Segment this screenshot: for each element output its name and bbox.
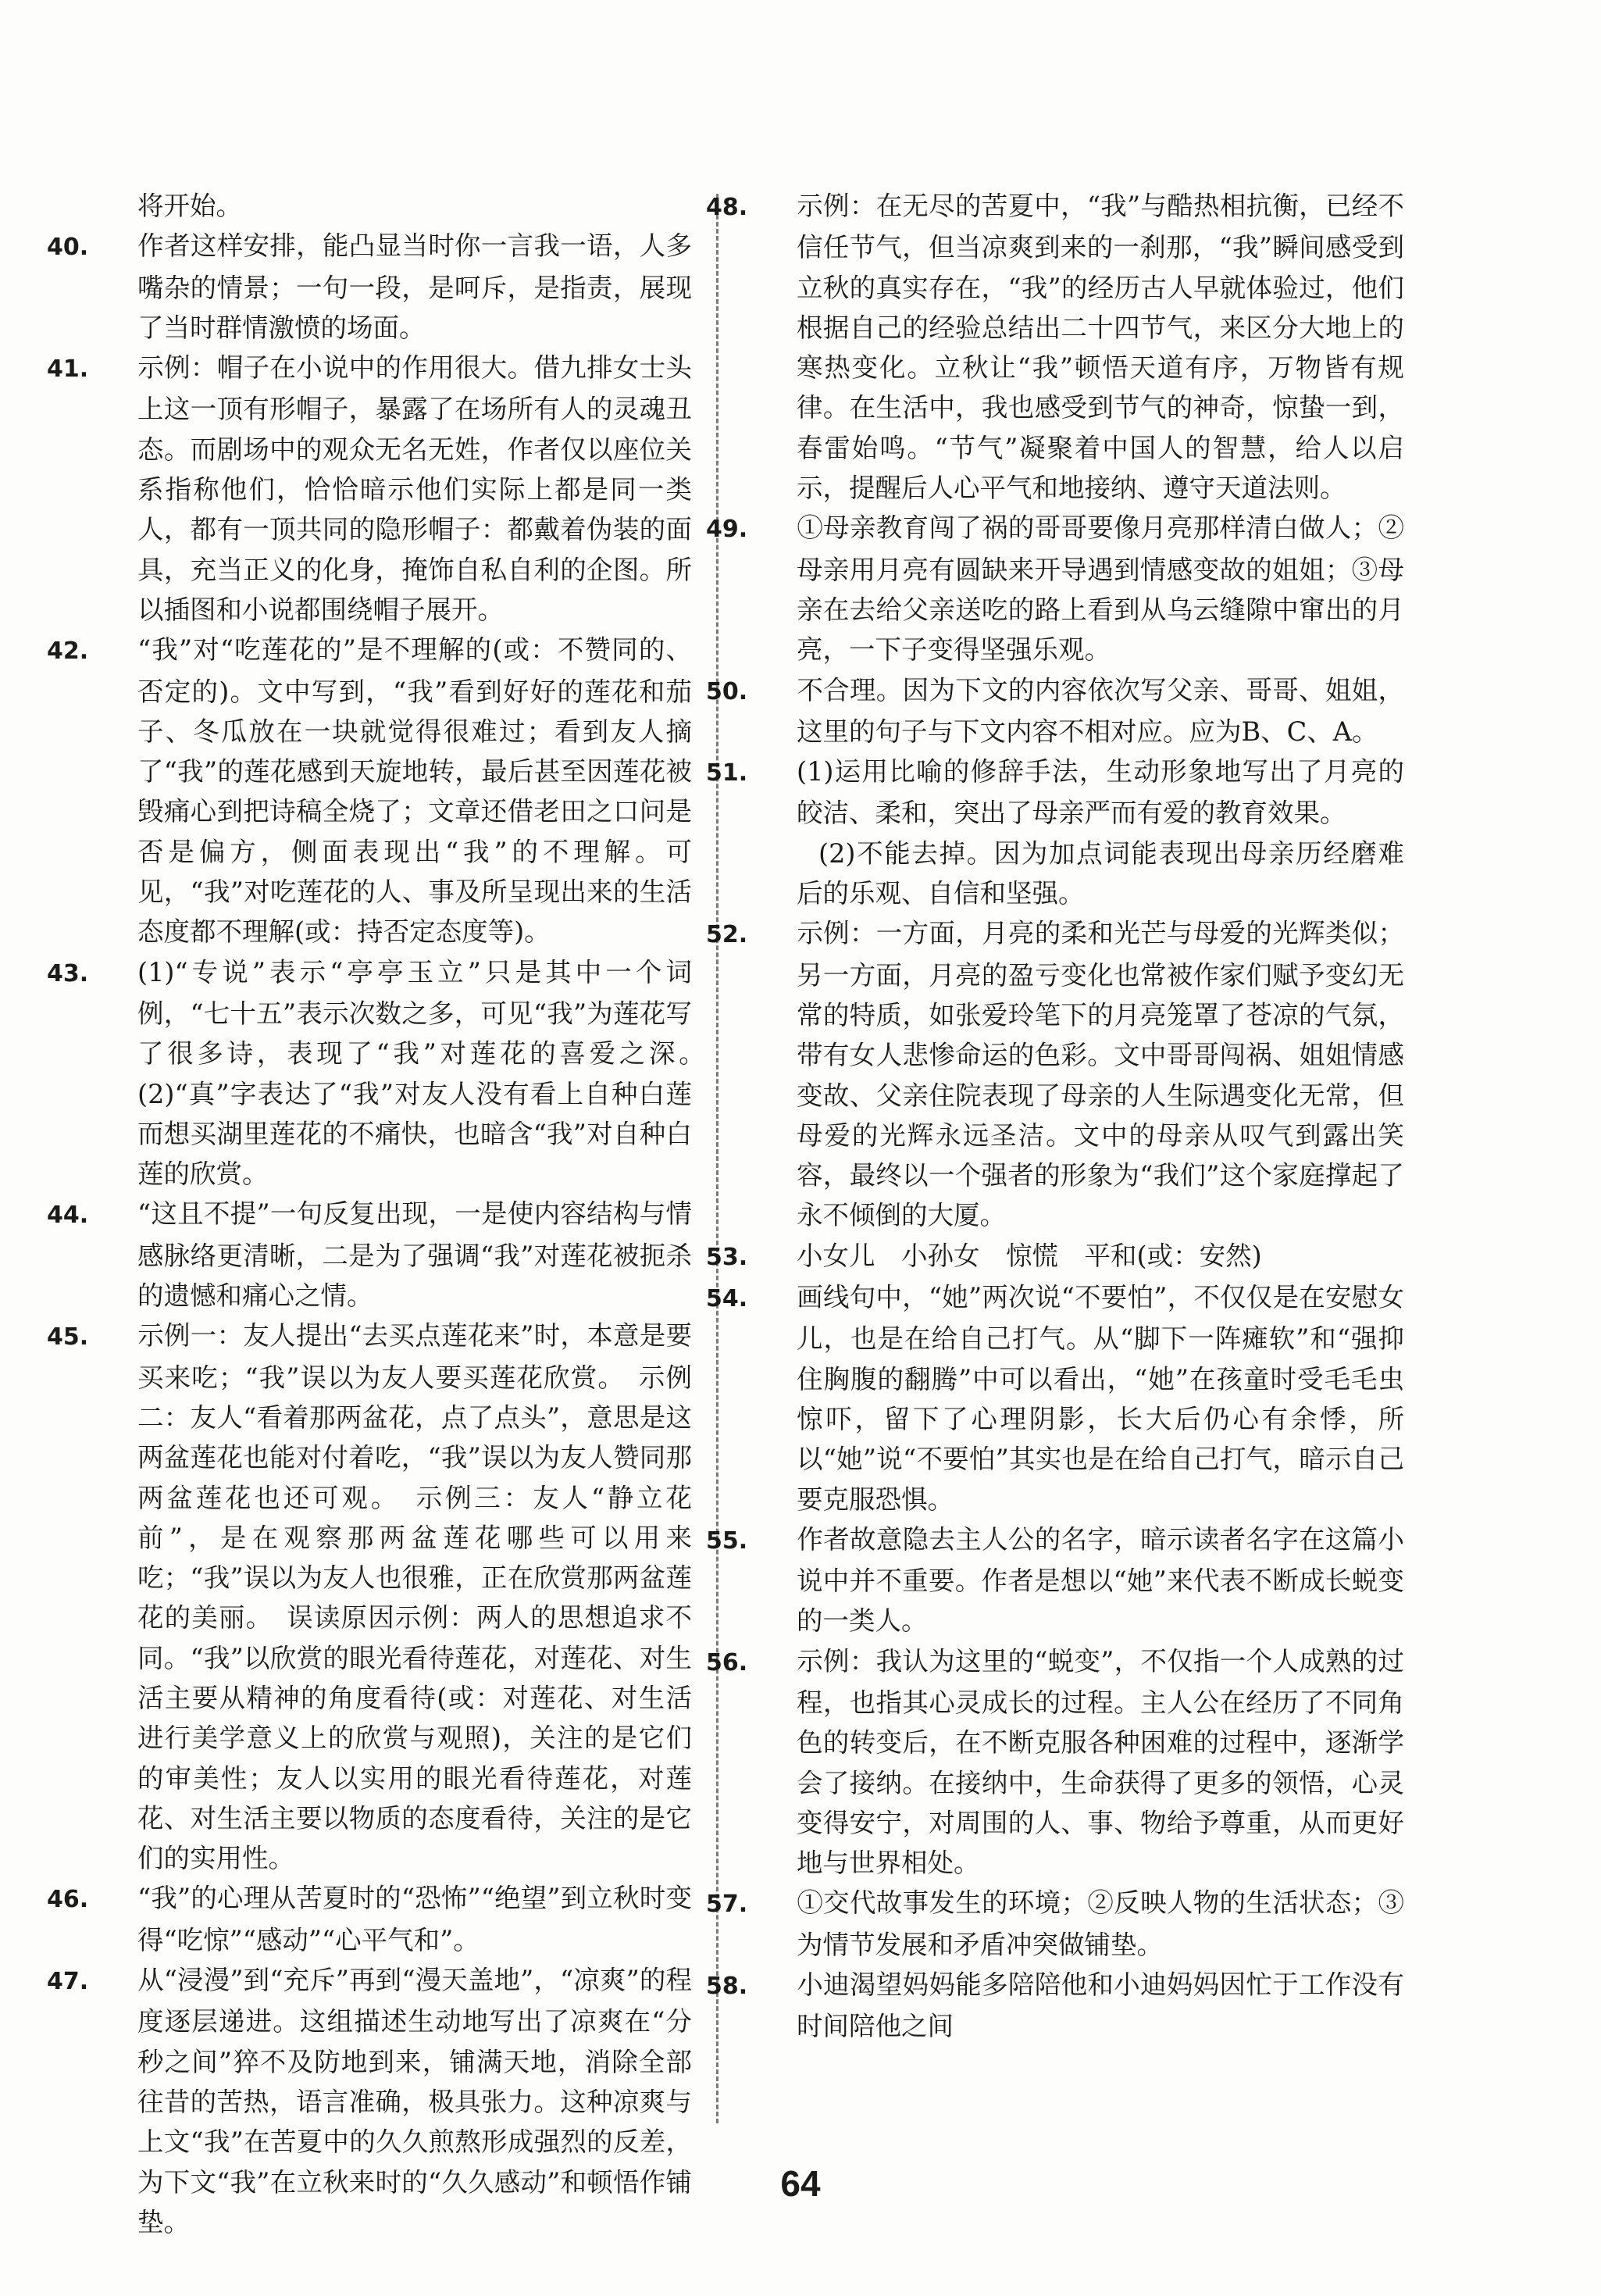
answer-item: 41. 示例：帽子在小说中的作用很大。借九排女士头上这一顶有形帽子，暴露了在场所有人的灵魂丑态。而剧场中的观众无名无姓，作者仅以座位关系指称他们，恰恰暗示他们实际上都是同一类人，都有一顶共同的隐形帽子：都戴着伪装的面具，充当正义的化身，掩饰自私自利的企图。所以插图和小说都围绕帽子展开。 — [92, 348, 692, 630]
answer-item: 55. 作者故意隐去主人公的名字，暗示读者名字在这篇小说中并不重要。作者是想以“她”来代表不断成长蜕变的一类人。 — [751, 1519, 1404, 1641]
question-number: 44. — [47, 1202, 89, 1230]
answer-item: 49. ①母亲教育闯了祸的哥哥要像月亮那样清白做人；②母亲用月亮有圆缺来开导遇到情感变故的姐姐；③母亲在去给父亲送吃的路上看到从乌云缝隙中窜出的月亮，一下子变得坚强乐观。 — [751, 508, 1404, 670]
answer-item: 40. 作者这样安排，能凸显当时你一言我一语，人多嘴杂的情景；一句一段，是呵斥，是指责，展现了当时群情激愤的场面。 — [92, 226, 692, 348]
question-number: 55. — [706, 1527, 748, 1555]
answer-item: 56. 示例：我认为这里的“蜕变”，不仅指一个人成熟的过程，也指其心灵成长的过程。主人公在经历了不同角色的转变后，在不断克服各种困难的过程中，逐渐学会了接纳。在接纳中，生命获得了更多的领悟，心灵变得安宁，对周围的人、事、物给予尊重，从而更好地与世界相处。 — [751, 1641, 1404, 1884]
question-number: 56. — [706, 1648, 748, 1676]
question-number: 41. — [47, 355, 89, 384]
answer-item: 52. 示例：一方面，月亮的柔和光芒与母爱的光辉类似；另一方面，月亮的盈亏变化也常被作家们赋予变幻无常的特质，如张爱玲笔下的月亮笼罩了苍凉的气氛，带有女人悲惨命运的色彩。文中哥哥闯祸、姐姐情感变故、父亲住院表现了母亲的人生际遇变化无常，但母爱的光辉永远圣洁。文中的母亲从叹气到露出笑容，最终以一个强者的形象为“我们”这个家庭撑起了永不倾倒的大厦。 — [751, 913, 1404, 1235]
right-column — [706, 186, 1404, 2047]
left-column — [47, 186, 718, 2242]
question-number: 42. — [47, 637, 89, 666]
question-number: 46. — [47, 1886, 89, 1914]
question-number: 57. — [706, 1891, 748, 1919]
answer-item: 46. “我”的心理从苦夏时的“恐怖”“绝望”到立秋时变得“吃惊”“感动”“心平气和”。 — [92, 1878, 692, 1960]
answer-item: 43. (1)“专说”表示“亭亭玉立”只是其中一个词例，“七十五”表示次数之多，可见“我”为莲花写了很多诗，表现了“我”对莲花的喜爱之深。 (2)“真”字表达了“我”对友人没有看上自种白莲而想买湖里莲花的不痛快，也暗含“我”对自种白莲的欣赏。 — [92, 952, 692, 1194]
answer-item: 53. 小女儿 小孙女 惊慌 平和(或：安然) — [751, 1236, 1404, 1277]
question-number: 54. — [706, 1285, 748, 1313]
answer-subitem: (2)不能去掉。因为加点词能表现出母亲历经磨难后的乐观、自信和坚强。 — [797, 837, 1404, 909]
question-number: 47. — [47, 1968, 89, 1996]
question-number: 58. — [706, 1973, 748, 2001]
question-number: 40. — [47, 234, 89, 262]
answer-item: 57. ①交代故事发生的环境；②反映人物的生活状态；③为情节发展和矛盾冲突做铺垫。 — [751, 1883, 1404, 1965]
page-number: 64 — [780, 2163, 821, 2204]
answer-item: 54. 画线句中，“她”两次说“不要怕”，不仅仅是在安慰女儿，也是在给自己打气。从“脚下一阵瘫软”和“强抑住胸腹的翻腾”中可以看出，“她”在孩童时受毛毛虫惊吓，留下了心理阴影，长大后仍心有余悸，所以“她”说“不要怕”其实也是在给自己打气，暗示自己要克服恐惧。 — [751, 1277, 1404, 1519]
answer-item: 42. “我”对“吃莲花的”是不理解的(或：不赞同的、否定的)。文中写到，“我”看到好好的莲花和茄子、冬瓜放在一块就觉得很难过；看到友人摘了“我”的莲花感到天旋地转，最后甚至因莲花被毁痛心到把诗稿全烧了；文章还借老田之口问是否是偏方，侧面表现出“我”的不理解。可见，“我”对吃莲花的人、事及所呈现出来的生活态度都不理解(或：持否定态度等)。 — [92, 630, 692, 952]
column-divider — [716, 194, 718, 2123]
question-number: 45. — [47, 1323, 89, 1352]
answer-item: 45. 示例一：友人提出“去买点莲花来”时，本意是要买来吃；“我”误以为友人要买莲花欣赏。 示例二：友人“看着那两盆花，点了点头”，意思是这两盆莲花也能对付着吃，“我”误以为友人赞同那两盆莲花也还可观。 示例三：友人“静立花前”，是在观察那两盆莲花哪些可以用来吃；“我”误以为友人也很雅，正在欣赏那两盆莲花的美丽。 误读原因示例：两人的思想追求不同。“我”以欣赏的眼光看待莲花，对莲花、对生活主要从精神的角度看待(或：对莲花、对生活进行美学意义上的欣赏与观照)，关注的是它们的审美性；友人以实用的眼光看待莲花，对莲花、对生活主要以物质的态度看待，关注的是它们的实用性。 — [92, 1316, 692, 1878]
question-number: 43. — [47, 959, 89, 987]
question-number: 49. — [706, 516, 748, 544]
answer-item: 48. 示例：在无尽的苦夏中，“我”与酷热相抗衡，已经不信任节气，但当凉爽到来的一刹那，“我”瞬间感受到立秋的真实存在，“我”的经历古人早就体验过，他们根据自己的经验总结出二十四节气，来区分大地上的寒热变化。立秋让“我”顿悟天道有序，万物皆有规律。在生活中，我也感受到节气的神奇，惊蛰一到，春雷始鸣。“节气”凝聚着中国人的智慧，给人以启示，提醒后人心平气和地接纳、遵守天道法则。 — [751, 186, 1404, 508]
question-number: 51. — [706, 759, 748, 787]
question-number: 53. — [706, 1243, 748, 1271]
question-number: 52. — [706, 921, 748, 949]
answer-item: 51. (1)运用比喻的修辞手法，生动形象地写出了月亮的皎洁、柔和，突出了母亲严而有爱的教育效果。 — [751, 752, 1404, 834]
question-number: 50. — [706, 677, 748, 705]
answer-item: 58. 小迪渴望妈妈能多陪陪他和小迪妈妈因忙于工作没有时间陪他之间 — [751, 1965, 1404, 2047]
answer-item: 将开始。 — [137, 191, 242, 221]
answer-item: 50. 不合理。因为下文的内容依次写父亲、哥哥、姐姐，这里的句子与下文内容不相对应。应为B、C、A。 — [751, 670, 1404, 752]
answer-item: 47. 从“浸漫”到“充斥”再到“漫天盖地”，“凉爽”的程度逐层递进。这组描述生动地写出了凉爽在“分秒之间”猝不及防地到来，铺满天地，消除全部往昔的苦热，语言准确，极具张力。这种凉爽与上文“我”在苦夏中的久久煎熬形成强烈的反差，为下文“我”在立秋来时的“久久感动”和顿悟作铺垫。 — [92, 1960, 692, 2242]
answer-item: 44. “这且不提”一句反复出现，一是使内容结构与情感脉络更清晰，二是为了强调“我”对莲花被扼杀的遗憾和痛心之情。 — [92, 1194, 692, 1316]
question-number: 48. — [706, 194, 748, 221]
